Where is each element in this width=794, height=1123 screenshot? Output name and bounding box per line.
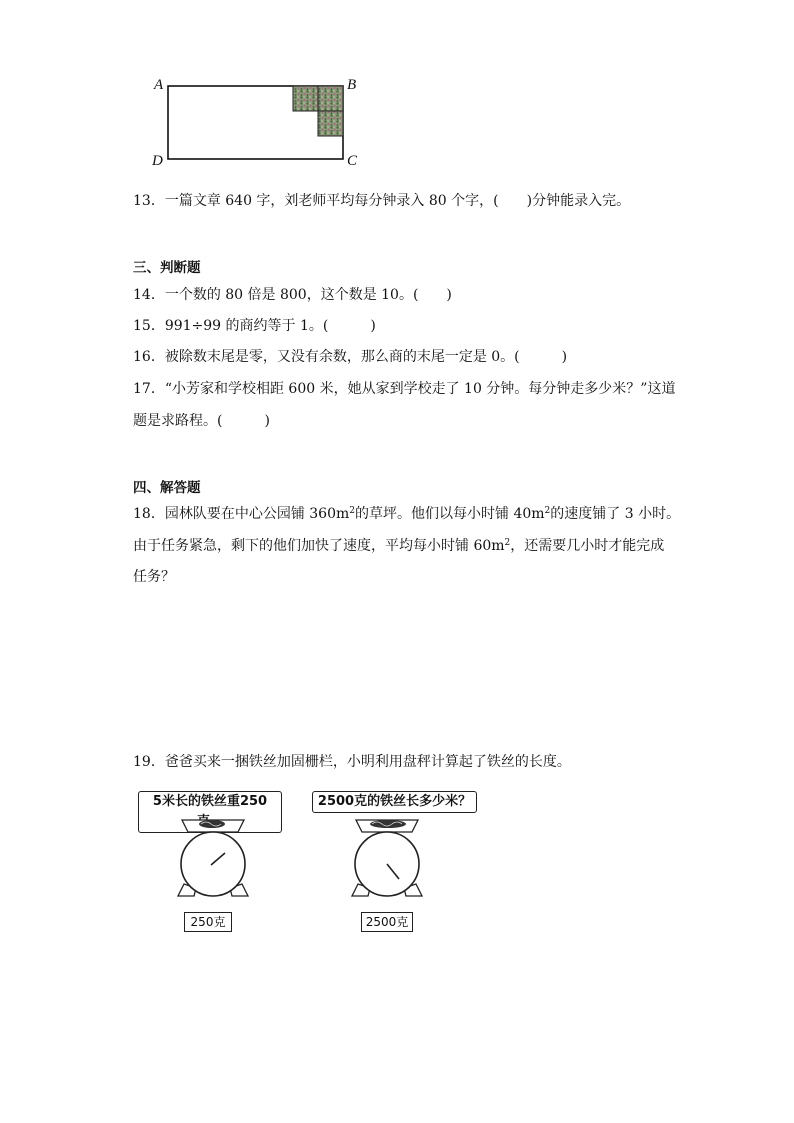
- grass-square: [293, 86, 318, 111]
- point-d-label: D: [152, 153, 163, 169]
- question-17-line1: 17．“小芳家和学校相距 600 米，她从家到学校走了 10 分钟。每分钟走多少米？”这道: [133, 381, 676, 397]
- question-18-line2: [133, 536, 664, 556]
- q18-sup-3: 2: [504, 538, 511, 548]
- left-scale-readout: 250克: [184, 912, 232, 932]
- question-15: 15．991÷99 的商约等于 1。( ): [133, 318, 376, 334]
- q18-text-a: 18．园林队要在中心公园铺 360m: [133, 506, 350, 522]
- point-c-label: C: [347, 153, 358, 169]
- question-16: 16．被除数末尾是零，又没有余数，那么商的末尾一定是 0。( ): [133, 349, 568, 365]
- left-scale-bubble: 5米长的铁丝重250: [138, 791, 282, 833]
- left-scale-illustration: [168, 812, 258, 902]
- section-solve-heading: 四、解答题: [133, 480, 201, 496]
- rectangle-figure: [150, 78, 350, 173]
- right-scale-illustration: [342, 812, 432, 902]
- question-13: 13．一篇文章 640 字，刘老师平均每分钟录入 80 个字，( )分钟能录入完。: [133, 193, 631, 209]
- q18-text-e: ，还需要几小时才能完成: [510, 538, 665, 554]
- q18-text-b: 的草坪。他们以每小时铺 40m: [355, 506, 545, 522]
- q18-sup-2: 2: [544, 506, 551, 516]
- grass-square: [318, 86, 343, 111]
- point-b-label: B: [347, 77, 357, 93]
- right-scale-readout: 2500克: [361, 912, 413, 932]
- question-18-line1: [133, 504, 680, 524]
- question-18-line3: 任务？: [133, 569, 175, 585]
- right-scale-bubble: 2500克的铁丝长多少米？: [312, 791, 477, 813]
- grass-square: [318, 111, 343, 136]
- question-17-line2: 题是求路程。( ): [133, 413, 270, 429]
- point-a-label: A: [154, 77, 164, 93]
- q18-text-d: 由于任务紧急，剩下的他们加快了速度，平均每小时铺 60m: [133, 538, 505, 554]
- question-19: 19．爸爸买来一捆铁丝加固栅栏，小明利用盘秤计算起了铁丝的长度。: [133, 754, 571, 770]
- question-14: 14．一个数的 80 倍是 800，这个数是 10。( ): [133, 287, 452, 303]
- section-judgement-heading: 三、判断题: [133, 260, 201, 276]
- q18-sup-1: 2: [349, 506, 355, 516]
- q18-text-c: 的速度铺了 3 小时。: [550, 506, 681, 522]
